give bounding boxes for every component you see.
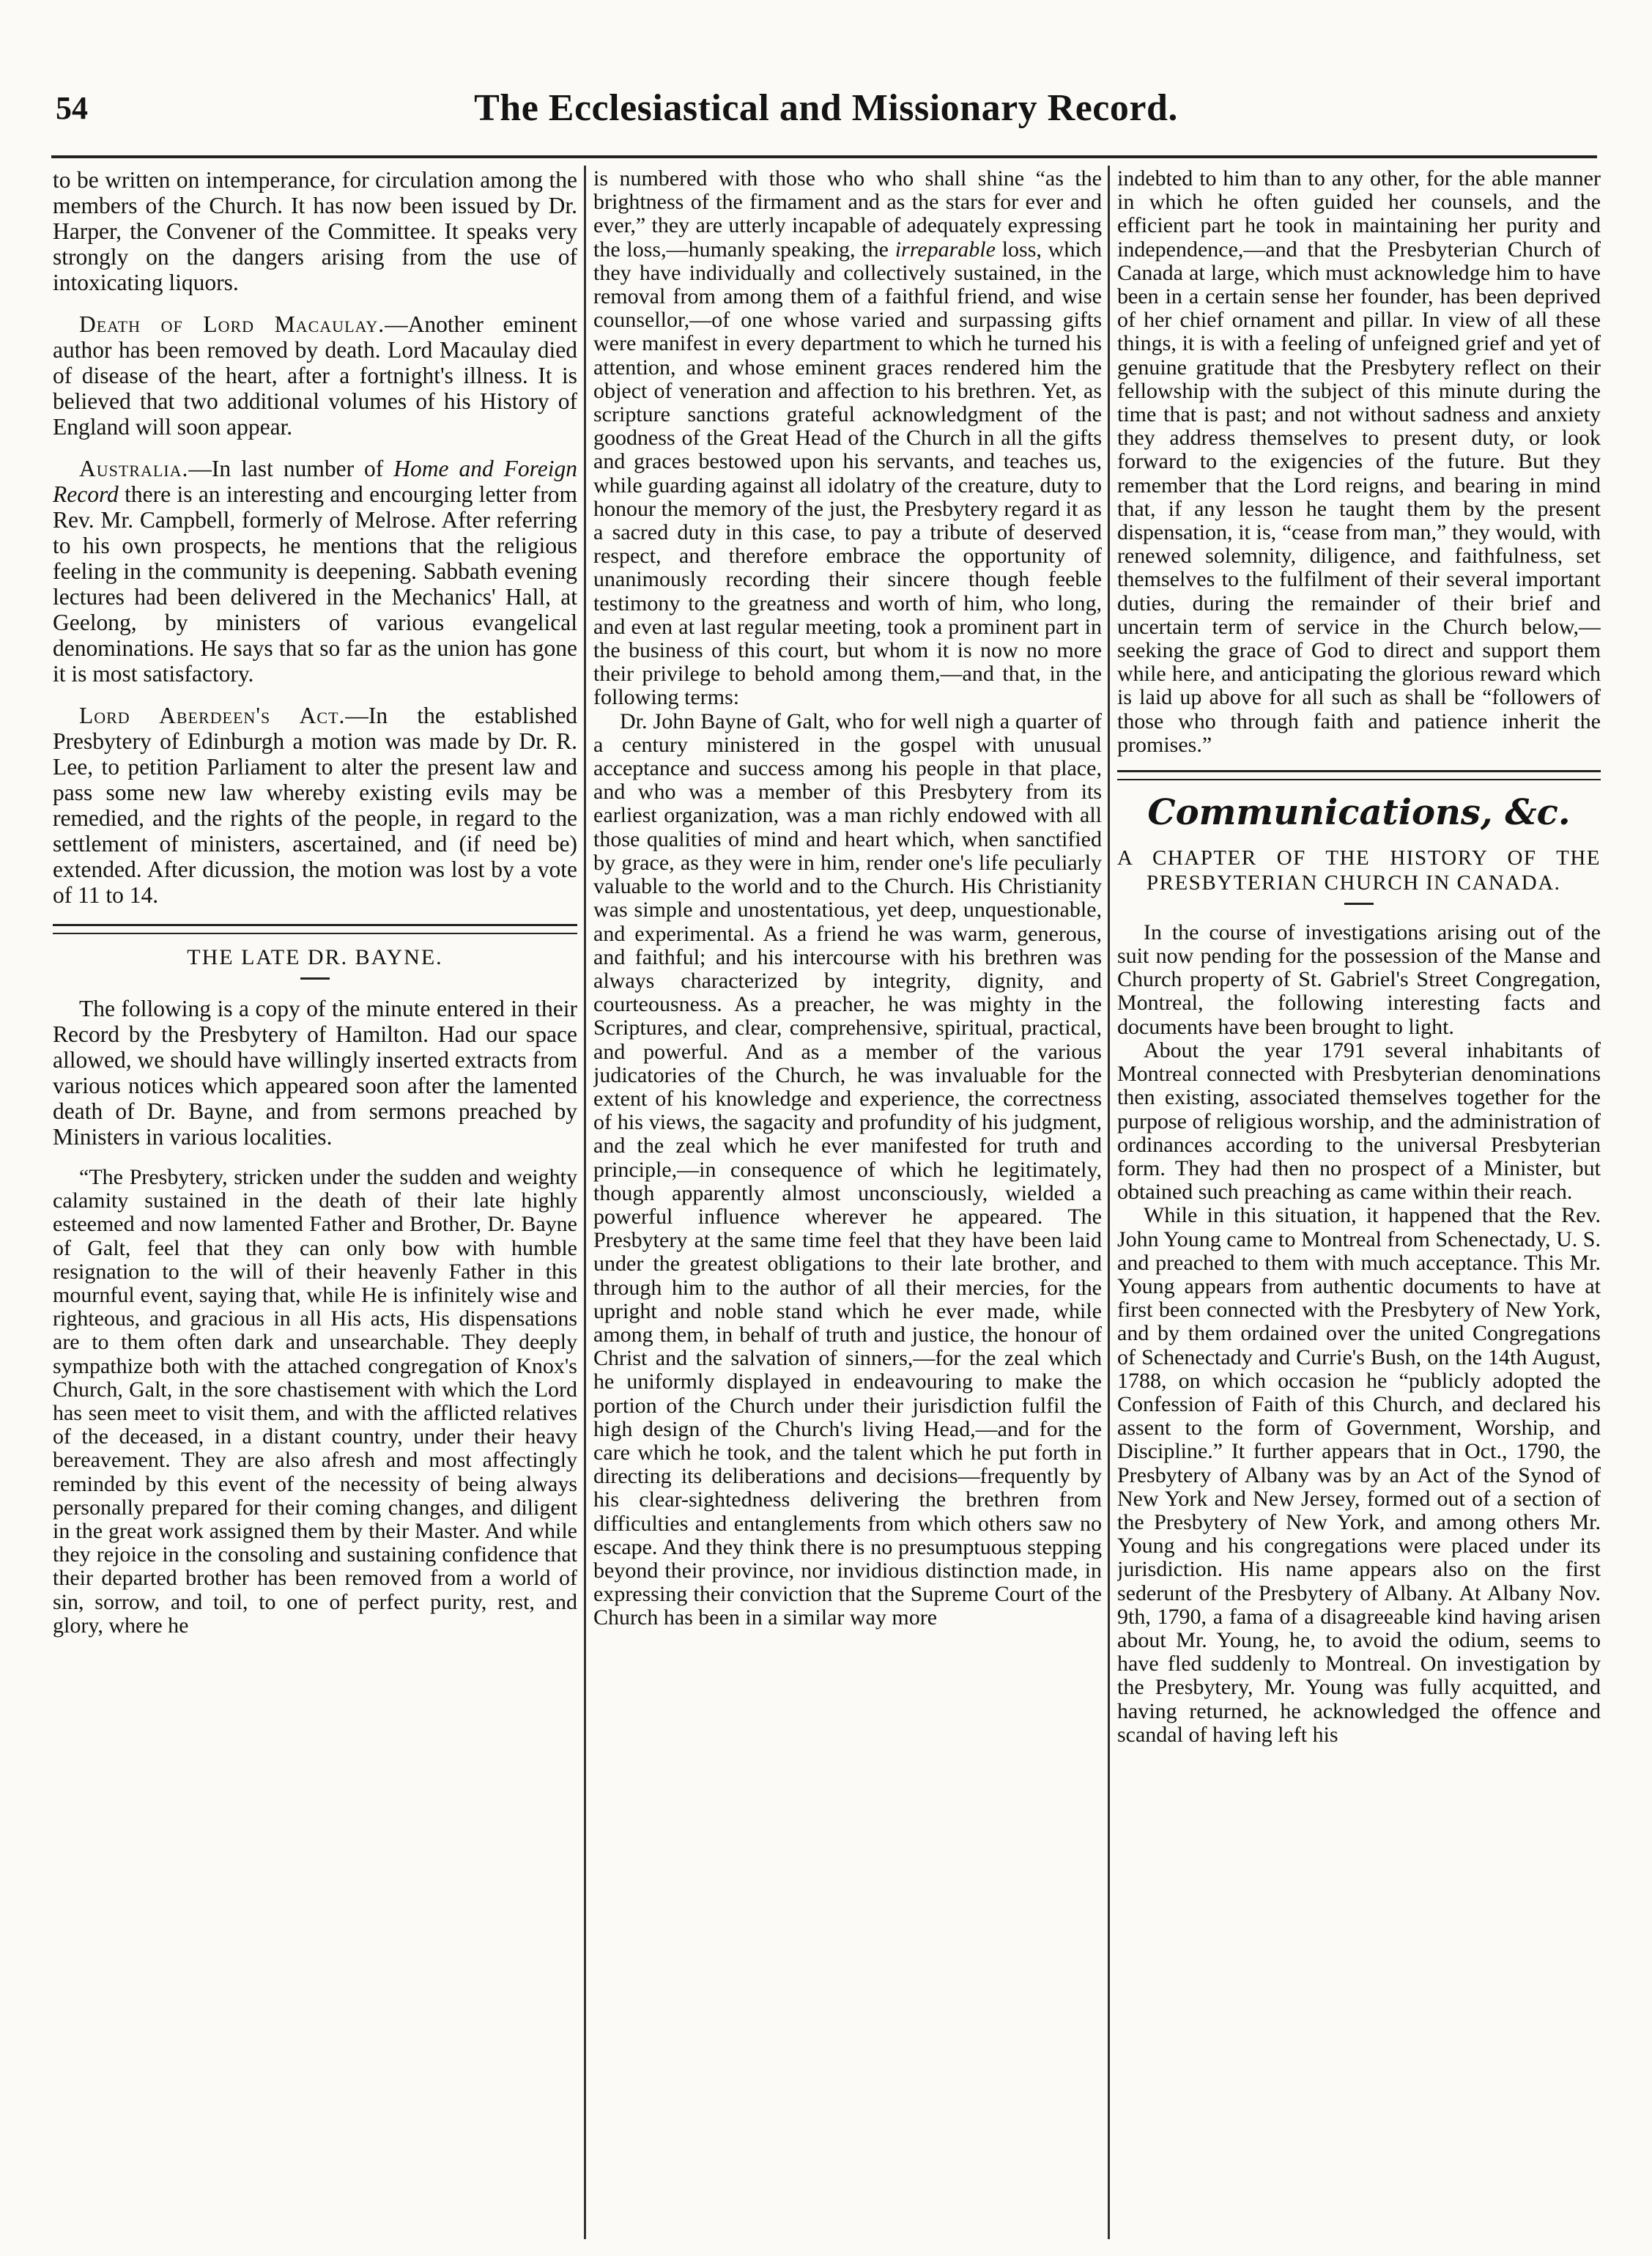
column-middle	[593, 167, 1102, 2233]
paragraph: The following is a copy of the minute entered in their Record by the Presbytery of Hamilton. Had our space allowed, we should have willingly inserted extracts from various notices which appeared soon after the lamented death of Dr. Bayne, and from sermons preached by Ministers in various localities.	[53, 996, 577, 1150]
column-right	[1117, 167, 1601, 2233]
running-head: The Ecclesiastical and Missionary Record.	[474, 87, 1178, 129]
section-title: Communications, &c.	[1147, 792, 1571, 834]
paragraph: indebted to him than to any other, for the able manner in which he often guided her counsels, and the efficient part he took in maintaining her purity and independence,—and that the Presbyterian Church of Canada at large, which must acknowledge him to have been in a certain sense her founder, has been deprived of her chief ornament and pillar. In view of all these things, it is with a feeling of unfeigned grief and yet of genuine gratitude that the Presbytery reflect on their fellowship with the subject of this minute during the time that is past; and not without sadness and anxiety they address themselves to present duty, or look forward to the exigencies of the future. But they remember that the Lord reigns, and bearing in mind that, if any lesson he taught them by the present dispensation, it is, “cease from man,” they would, with renewed solemnity, diligence, and faithfulness, set themselves to the fulfilment of their several important duties, during the remainder of their brief and uncertain term of service in the Church below,—seeking the grace of God to direct and support them while here, and anticipating the glorious reward which is laid up above for all such as shall be “followers of those who through faith and patience inherit the promises.”	[1117, 167, 1601, 757]
item-heading: Lord Aberdeen's Act.	[79, 703, 346, 728]
section-title: THE LATE DR. BAYNE.	[187, 945, 443, 969]
paragraph: to be written on intemperance, for circulation among the members of the Church. It has now been issued by Dr. Harper, the Convener of the Committee. It speaks very strongly on the dangers arising from the use of intoxicating liquors.	[53, 167, 577, 295]
short-dash	[1344, 903, 1374, 905]
text: is numbered with those who who shall shine “as the brightness of the firmament and as the stars for ever and ever,” they are utterly incapable of adequately expressing the loss,—humanly speaking, the	[593, 167, 1102, 262]
paragraph: In the course of investigations arising out of the suit now pending for the possession of the Manse and Church property of St. Gabriel's Street Congregation, Montreal, the following interesting facts and documents have been brought to light.	[1117, 920, 1601, 1039]
news-item-macaulay	[53, 311, 577, 440]
column-divider	[584, 166, 586, 2239]
item-heading: Death of Lord Macaulay.	[79, 311, 385, 337]
paragraph: Dr. John Bayne of Galt, who for well nigh a quarter of a century ministered in the gospel with unusual acceptance and success among his people in that place, and who was a member of this Presbytery from its earliest organization, was a man richly endowed with all those qualities of mind and heart which, when sanctified by grace, as they were in him, render one's life peculiarly valuable to the world and to the Church. His Christianity was simple and unostentatious, yet deep, unquestionable, and experimental. As a friend he was warm, generous, and faithful; and his intercourse with his brethren was always characterized by integrity, dignity, and courteousness. As a preacher, he was mighty in the Scriptures, and clear, comprehensive, spiritual, practical, and powerful. And as a member of the various judicatories of the Church, he was invaluable for the extent of his knowledge and experience, the correctness of his views, the sagacity and profundity of his judgment, and the zeal which he ever manifested for truth and principle,—in consequence of which he legitimately, though apparently almost unconsciously, wielded a powerful influence wherever he appeared. The Presbytery at the same time feel that they have been laid under the greatest obligations to their late brother, and through him to the author of all their mercies, for the upright and noble stand which he ever made, while among them, in behalf of truth and justice, the honour of Christ and the salvation of sinners,—for the zeal which he uniformly displayed in endeavouring to make the portion of the Church under their jurisdiction fulfil the high design of the Church's living Head,—and for the care which he took, and the talent which he put forth in directing its deliberations and decisions—frequently by his clear-sightedness delivering the brethren from difficulties and entanglements from which others saw no escape. And they think there is no presumptuous stepping beyond their province, nor invidious distinction made, in expressing their conviction that the Supreme Court of the Church has been in a similar way more	[593, 709, 1102, 1630]
item-body: there is an interesting and encourging letter from Rev. Mr. Campbell, formerly of Melrose. After referring to his own prospects, he mentions that the religious feeling in the community is deepening. Sabbath evening lectures had been delivered in the Mechanics' Hall, at Geelong, by ministers of various evangelical denominations. He says that so far as the union has gone it is most satisfactory.	[53, 481, 577, 687]
chapter-heading: A CHAPTER OF THE HISTORY OF THE PRESBYTERIAN CHURCH IN CANADA.	[1117, 846, 1601, 895]
paragraph: About the year 1791 several inhabitants of Montreal connected with Presbyterian denominations then existing, associated themselves together for the purpose of religious worship, and the administration of ordinances according to the universal Presbyterian form. They had then no prospect of a Minister, but obtained such preaching as came within their reach.	[1117, 1038, 1601, 1205]
news-item-aberdeen	[53, 703, 577, 908]
short-dash	[300, 977, 330, 980]
item-body: —In the established Presbytery of Edinburgh a motion was made by Dr. R. Lee, to petition Parliament to alter the present law and pass some new law whereby existing evils may be remedied, and the rights of the people, in regard to the settlement of ministers, ascertained, and (if need be) extended. After dicussion, the motion was lost by a vote of 11 to 14.	[53, 703, 577, 908]
item-body: —In last number of	[188, 456, 394, 481]
paragraph: While in this situation, it happened that the Rev. John Young came to Montreal from Schenectady, U. S. and preached to them with much acceptance. This Mr. Young appears from authentic documents to have at first been connected with the Presbytery of New York, and by them ordained over the united Congregations of Schenectady and Currie's Bush, on the 14th August, 1788, on which occasion he “publicly adopted the Confession of Faith of this Church, and declared his assent to the form of Government, Worship, and Discipline.” It further appears that in Oct., 1790, the Presbytery of Albany was by an Act of the Synod of New York and New Jersey, formed out of a section of the Presbytery of New York, and among others Mr. Young and his congregations were placed under its jurisdiction. His name appears also on the first sederunt of the Presbytery of Albany. At Albany Nov. 9th, 1790, a fama of a disagreeable kind having arisen about Mr. Young, he, to avoid the odium, seems to have fled suddenly to Montreal. On investigation by the Presbytery, Mr. Young was fully acquitted, and having returned, he acknowledged the offence and scandal of having left his	[1117, 1203, 1601, 1747]
publication-title: Home and Foreign Record	[53, 456, 577, 507]
item-heading: Australia.	[79, 456, 189, 481]
emphasis: irreparable	[894, 237, 996, 262]
section-rule	[1117, 770, 1601, 780]
news-item-australia	[53, 456, 577, 687]
paragraph	[593, 167, 1102, 710]
column-divider	[1108, 166, 1110, 2239]
text: loss, which they have individually and collectively sustained, in the removal from among them of a faithful friend, and wise counsellor,—of one whose varied and surpassing gifts were manifest in every department to which he turned his attention, and whose eminent graces rendered him the object of veneration and affection to his brethren. Yet, as scripture sanctions grateful acknowledgment of the goodness of the Great Head of the Church in all the gifts and graces bestowed upon his servants, and teaches us, while guarding against all idolatry of the creature, duty to honour the memory of the just, the Presbytery regard it as a sacred duty in this case, to pay a tribute of deserved respect, and therefore embrace the opportunity of unanimously recording their sincere though feeble testimony to the greatness and worth of him, who long, and even at last regular meeting, took a prominent part in the business of this court, but whom it is now no more their privilege to behold among them,—and that, in the following terms:	[593, 237, 1102, 710]
header-rule	[51, 155, 1597, 158]
section-rule	[53, 924, 577, 934]
page-number: 54	[56, 90, 88, 126]
column-left	[53, 167, 577, 2233]
paragraph: “The Presbytery, stricken under the sudden and weighty calamity sustained in the death of their late highly esteemed and now lamented Father and Brother, Dr. Bayne of Galt, feel that they can only bow with humble resignation to the will of their heavenly Father in this mournful event, saying that, while He is infinitely wise and righteous, and gracious in all His acts, His dispensations are to them often dark and unsearchable. They deeply sympathize both with the attached congregation of Knox's Church, Galt, in the sore chastisement with which the Lord has seen meet to visit them, and with the afflicted relatives of the deceased, in a distant country, under their heavy bereavement. They are also afresh and most affectingly reminded by this event of the necessity of being always personally prepared for their coming changes, and diligent in the great work assigned them by their Master. And while they rejoice in the consoling and sustaining confidence that their departed brother has been removed from a world of sin, sorrow, and toil, to one of perfect purity, rest, and glory, where he	[53, 1165, 577, 1638]
item-body: —Another eminent author has been removed by death. Lord Macaulay died of disease of the heart, after a fortnight's illness. It is believed that two additional volumes of his History of England will soon appear.	[53, 311, 577, 440]
